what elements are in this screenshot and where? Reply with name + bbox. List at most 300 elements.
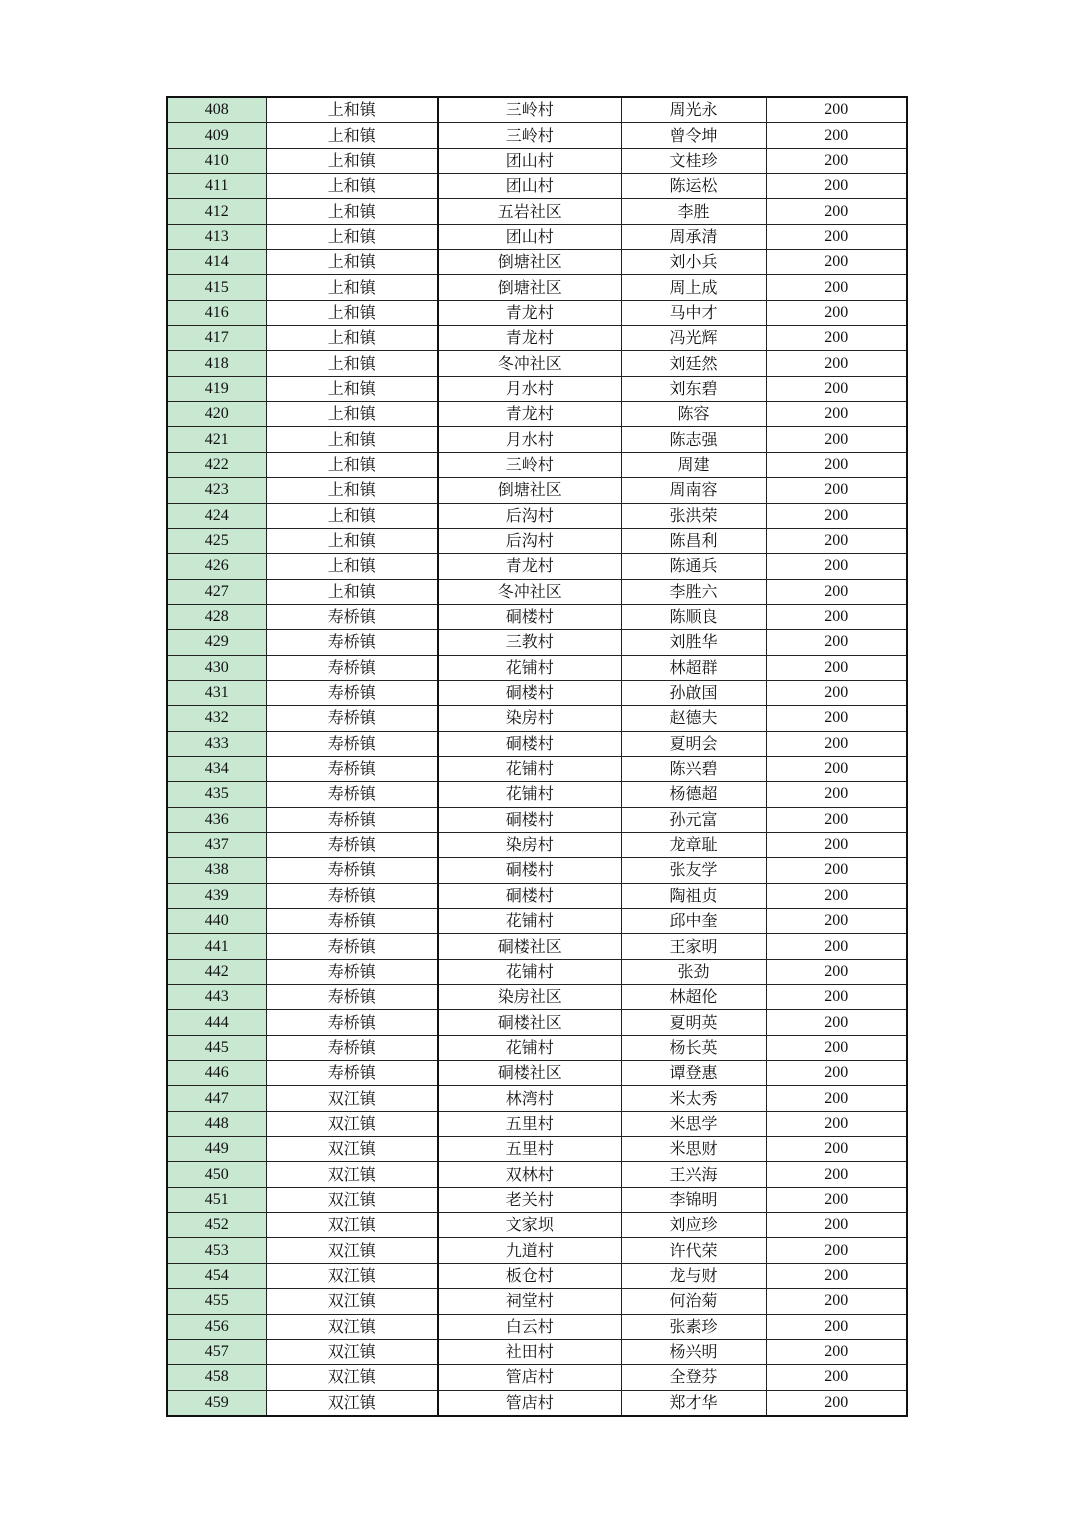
- cell-name: 周承清: [621, 224, 766, 249]
- table-row: [167, 782, 907, 807]
- table-body: [167, 97, 907, 1416]
- cell-index: 447: [167, 1086, 266, 1111]
- cell-name: 郑才华: [621, 1390, 766, 1416]
- cell-index: 421: [167, 427, 266, 452]
- table-row: [167, 731, 907, 756]
- cell-index: 423: [167, 478, 266, 503]
- cell-amount: 200: [766, 680, 907, 705]
- table-row: [167, 554, 907, 579]
- cell-name: 刘小兵: [621, 250, 766, 275]
- table-row: [167, 148, 907, 173]
- cell-amount: 200: [766, 1339, 907, 1364]
- cell-village: 青龙村: [438, 402, 621, 427]
- cell-index: 442: [167, 959, 266, 984]
- cell-amount: 200: [766, 782, 907, 807]
- cell-name: 龙章耻: [621, 832, 766, 857]
- cell-village: 老关村: [438, 1187, 621, 1212]
- cell-name: 刘应珍: [621, 1213, 766, 1238]
- cell-village: 冬冲社区: [438, 351, 621, 376]
- cell-amount: 200: [766, 1162, 907, 1187]
- cell-name: 米思财: [621, 1137, 766, 1162]
- cell-index: 441: [167, 934, 266, 959]
- cell-village: 硐楼村: [438, 731, 621, 756]
- cell-index: 452: [167, 1213, 266, 1238]
- cell-index: 440: [167, 909, 266, 934]
- table-row: [167, 1390, 907, 1416]
- cell-town: 寿桥镇: [266, 883, 438, 908]
- cell-town: 上和镇: [266, 148, 438, 173]
- cell-town: 上和镇: [266, 275, 438, 300]
- cell-index: 416: [167, 300, 266, 325]
- cell-town: 双江镇: [266, 1289, 438, 1314]
- cell-amount: 200: [766, 858, 907, 883]
- cell-village: 三岭村: [438, 452, 621, 477]
- cell-town: 寿桥镇: [266, 985, 438, 1010]
- cell-amount: 200: [766, 224, 907, 249]
- table-row: [167, 275, 907, 300]
- cell-amount: 200: [766, 1263, 907, 1288]
- cell-town: 双江镇: [266, 1238, 438, 1263]
- cell-town: 上和镇: [266, 402, 438, 427]
- cell-town: 寿桥镇: [266, 832, 438, 857]
- cell-name: 周南容: [621, 478, 766, 503]
- cell-town: 上和镇: [266, 224, 438, 249]
- cell-village: 五里村: [438, 1111, 621, 1136]
- cell-index: 424: [167, 503, 266, 528]
- cell-name: 陈昌利: [621, 528, 766, 553]
- cell-amount: 200: [766, 478, 907, 503]
- table-row: [167, 1137, 907, 1162]
- cell-amount: 200: [766, 275, 907, 300]
- cell-index: 443: [167, 985, 266, 1010]
- cell-amount: 200: [766, 1213, 907, 1238]
- cell-town: 双江镇: [266, 1263, 438, 1288]
- table-row: [167, 756, 907, 781]
- cell-name: 孙元富: [621, 807, 766, 832]
- cell-index: 413: [167, 224, 266, 249]
- cell-index: 436: [167, 807, 266, 832]
- cell-index: 426: [167, 554, 266, 579]
- cell-name: 米太秀: [621, 1086, 766, 1111]
- cell-index: 450: [167, 1162, 266, 1187]
- cell-town: 寿桥镇: [266, 782, 438, 807]
- cell-village: 板仓村: [438, 1263, 621, 1288]
- cell-town: 寿桥镇: [266, 731, 438, 756]
- cell-amount: 200: [766, 1365, 907, 1390]
- table-row: [167, 1061, 907, 1086]
- cell-name: 张劲: [621, 959, 766, 984]
- cell-index: 438: [167, 858, 266, 883]
- cell-name: 杨长英: [621, 1035, 766, 1060]
- cell-town: 寿桥镇: [266, 756, 438, 781]
- cell-name: 邱中奎: [621, 909, 766, 934]
- cell-amount: 200: [766, 174, 907, 199]
- cell-town: 寿桥镇: [266, 807, 438, 832]
- cell-index: 410: [167, 148, 266, 173]
- cell-town: 上和镇: [266, 250, 438, 275]
- table-row: [167, 1263, 907, 1288]
- cell-amount: 200: [766, 579, 907, 604]
- cell-amount: 200: [766, 1289, 907, 1314]
- table-row: [167, 1213, 907, 1238]
- cell-town: 寿桥镇: [266, 604, 438, 629]
- cell-village: 青龙村: [438, 554, 621, 579]
- cell-name: 龙与财: [621, 1263, 766, 1288]
- cell-index: 458: [167, 1365, 266, 1390]
- cell-name: 文桂珍: [621, 148, 766, 173]
- table-row: [167, 174, 907, 199]
- cell-amount: 200: [766, 250, 907, 275]
- cell-amount: 200: [766, 630, 907, 655]
- cell-name: 林超伦: [621, 985, 766, 1010]
- cell-index: 444: [167, 1010, 266, 1035]
- cell-name: 周上成: [621, 275, 766, 300]
- cell-village: 祠堂村: [438, 1289, 621, 1314]
- cell-town: 双江镇: [266, 1390, 438, 1416]
- cell-village: 染房社区: [438, 985, 621, 1010]
- cell-village: 三岭村: [438, 97, 621, 123]
- cell-index: 451: [167, 1187, 266, 1212]
- table-row: [167, 655, 907, 680]
- cell-amount: 200: [766, 1010, 907, 1035]
- cell-name: 陶祖贞: [621, 883, 766, 908]
- cell-index: 455: [167, 1289, 266, 1314]
- cell-amount: 200: [766, 199, 907, 224]
- cell-amount: 200: [766, 503, 907, 528]
- cell-town: 上和镇: [266, 478, 438, 503]
- cell-village: 青龙村: [438, 300, 621, 325]
- table-row: [167, 630, 907, 655]
- table-row: [167, 351, 907, 376]
- cell-town: 双江镇: [266, 1111, 438, 1136]
- table-row: [167, 199, 907, 224]
- cell-amount: 200: [766, 123, 907, 148]
- cell-name: 张素珍: [621, 1314, 766, 1339]
- cell-name: 陈顺良: [621, 604, 766, 629]
- cell-name: 赵德夫: [621, 706, 766, 731]
- cell-name: 杨德超: [621, 782, 766, 807]
- cell-index: 428: [167, 604, 266, 629]
- cell-index: 417: [167, 326, 266, 351]
- cell-village: 花铺村: [438, 655, 621, 680]
- table-row: [167, 452, 907, 477]
- cell-village: 管店村: [438, 1390, 621, 1416]
- cell-village: 团山村: [438, 174, 621, 199]
- table-row: [167, 123, 907, 148]
- cell-town: 上和镇: [266, 579, 438, 604]
- cell-index: 446: [167, 1061, 266, 1086]
- table-row: [167, 478, 907, 503]
- cell-village: 倒塘社区: [438, 250, 621, 275]
- table-row: [167, 326, 907, 351]
- cell-village: 倒塘社区: [438, 478, 621, 503]
- cell-town: 寿桥镇: [266, 1061, 438, 1086]
- cell-town: 上和镇: [266, 97, 438, 123]
- table-row: [167, 706, 907, 731]
- cell-index: 457: [167, 1339, 266, 1364]
- table-row: [167, 97, 907, 123]
- cell-amount: 200: [766, 300, 907, 325]
- table-row: [167, 427, 907, 452]
- cell-name: 夏明会: [621, 731, 766, 756]
- cell-name: 王兴海: [621, 1162, 766, 1187]
- cell-index: 445: [167, 1035, 266, 1060]
- cell-index: 434: [167, 756, 266, 781]
- cell-village: 月水村: [438, 427, 621, 452]
- cell-village: 五岩社区: [438, 199, 621, 224]
- cell-village: 硐楼社区: [438, 1010, 621, 1035]
- cell-town: 双江镇: [266, 1213, 438, 1238]
- cell-index: 418: [167, 351, 266, 376]
- cell-town: 寿桥镇: [266, 909, 438, 934]
- cell-amount: 200: [766, 604, 907, 629]
- cell-index: 432: [167, 706, 266, 731]
- cell-village: 硐楼社区: [438, 934, 621, 959]
- cell-village: 九道村: [438, 1238, 621, 1263]
- cell-town: 双江镇: [266, 1137, 438, 1162]
- cell-index: 429: [167, 630, 266, 655]
- cell-town: 上和镇: [266, 452, 438, 477]
- cell-town: 上和镇: [266, 351, 438, 376]
- cell-index: 411: [167, 174, 266, 199]
- cell-village: 后沟村: [438, 528, 621, 553]
- cell-amount: 200: [766, 1314, 907, 1339]
- cell-village: 花铺村: [438, 782, 621, 807]
- cell-amount: 200: [766, 97, 907, 123]
- cell-amount: 200: [766, 807, 907, 832]
- cell-village: 花铺村: [438, 756, 621, 781]
- cell-village: 花铺村: [438, 1035, 621, 1060]
- cell-name: 李胜六: [621, 579, 766, 604]
- table-row: [167, 1339, 907, 1364]
- cell-name: 陈通兵: [621, 554, 766, 579]
- cell-amount: 200: [766, 1111, 907, 1136]
- table-row: [167, 1187, 907, 1212]
- cell-index: 415: [167, 275, 266, 300]
- cell-name: 杨兴明: [621, 1339, 766, 1364]
- cell-town: 上和镇: [266, 427, 438, 452]
- cell-town: 寿桥镇: [266, 858, 438, 883]
- cell-index: 412: [167, 199, 266, 224]
- cell-name: 王家明: [621, 934, 766, 959]
- table-row: [167, 376, 907, 401]
- table-row: [167, 1111, 907, 1136]
- cell-name: 谭登惠: [621, 1061, 766, 1086]
- cell-town: 寿桥镇: [266, 934, 438, 959]
- cell-village: 双林村: [438, 1162, 621, 1187]
- cell-town: 寿桥镇: [266, 706, 438, 731]
- cell-town: 寿桥镇: [266, 680, 438, 705]
- table-row: [167, 604, 907, 629]
- cell-name: 张友学: [621, 858, 766, 883]
- cell-village: 五里村: [438, 1137, 621, 1162]
- cell-village: 文家坝: [438, 1213, 621, 1238]
- cell-index: 435: [167, 782, 266, 807]
- cell-name: 张洪荣: [621, 503, 766, 528]
- table-row: [167, 1238, 907, 1263]
- cell-amount: 200: [766, 756, 907, 781]
- cell-town: 寿桥镇: [266, 1035, 438, 1060]
- table-row: [167, 858, 907, 883]
- cell-name: 曾令坤: [621, 123, 766, 148]
- cell-name: 夏明英: [621, 1010, 766, 1035]
- cell-amount: 200: [766, 909, 907, 934]
- table-row: [167, 1086, 907, 1111]
- cell-index: 437: [167, 832, 266, 857]
- table-row: [167, 250, 907, 275]
- cell-village: 硐楼村: [438, 883, 621, 908]
- cell-index: 433: [167, 731, 266, 756]
- cell-name: 何治菊: [621, 1289, 766, 1314]
- table-row: [167, 934, 907, 959]
- cell-village: 花铺村: [438, 909, 621, 934]
- cell-village: 林湾村: [438, 1086, 621, 1111]
- table-row: [167, 224, 907, 249]
- table-row: [167, 528, 907, 553]
- cell-name: 马中才: [621, 300, 766, 325]
- cell-town: 双江镇: [266, 1365, 438, 1390]
- cell-amount: 200: [766, 376, 907, 401]
- cell-town: 双江镇: [266, 1314, 438, 1339]
- cell-amount: 200: [766, 985, 907, 1010]
- cell-town: 上和镇: [266, 326, 438, 351]
- cell-amount: 200: [766, 427, 907, 452]
- cell-index: 425: [167, 528, 266, 553]
- cell-village: 硐楼村: [438, 858, 621, 883]
- cell-village: 团山村: [438, 224, 621, 249]
- table-row: [167, 832, 907, 857]
- cell-amount: 200: [766, 452, 907, 477]
- cell-town: 寿桥镇: [266, 959, 438, 984]
- cell-amount: 200: [766, 934, 907, 959]
- cell-village: 硐楼社区: [438, 1061, 621, 1086]
- table-row: [167, 1010, 907, 1035]
- table-row: [167, 883, 907, 908]
- cell-village: 染房村: [438, 706, 621, 731]
- cell-town: 双江镇: [266, 1187, 438, 1212]
- cell-amount: 200: [766, 148, 907, 173]
- cell-name: 陈运松: [621, 174, 766, 199]
- cell-village: 硐楼村: [438, 807, 621, 832]
- cell-index: 408: [167, 97, 266, 123]
- cell-village: 团山村: [438, 148, 621, 173]
- cell-name: 许代荣: [621, 1238, 766, 1263]
- cell-town: 寿桥镇: [266, 630, 438, 655]
- cell-amount: 200: [766, 1086, 907, 1111]
- cell-town: 上和镇: [266, 376, 438, 401]
- cell-village: 管店村: [438, 1365, 621, 1390]
- cell-name: 冯光辉: [621, 326, 766, 351]
- cell-village: 硐楼村: [438, 604, 621, 629]
- cell-village: 倒塘社区: [438, 275, 621, 300]
- table-row: [167, 579, 907, 604]
- cell-village: 三教村: [438, 630, 621, 655]
- cell-village: 青龙村: [438, 326, 621, 351]
- table-row: [167, 909, 907, 934]
- cell-index: 449: [167, 1137, 266, 1162]
- document-table-container: [166, 96, 906, 1417]
- cell-index: 420: [167, 402, 266, 427]
- cell-village: 后沟村: [438, 503, 621, 528]
- cell-index: 430: [167, 655, 266, 680]
- table-row: [167, 402, 907, 427]
- cell-amount: 200: [766, 832, 907, 857]
- cell-amount: 200: [766, 706, 907, 731]
- cell-index: 427: [167, 579, 266, 604]
- cell-town: 上和镇: [266, 300, 438, 325]
- cell-amount: 200: [766, 959, 907, 984]
- cell-town: 上和镇: [266, 199, 438, 224]
- cell-index: 431: [167, 680, 266, 705]
- cell-town: 上和镇: [266, 503, 438, 528]
- cell-name: 刘胜华: [621, 630, 766, 655]
- table-row: [167, 985, 907, 1010]
- cell-village: 社田村: [438, 1339, 621, 1364]
- cell-index: 453: [167, 1238, 266, 1263]
- cell-village: 三岭村: [438, 123, 621, 148]
- cell-index: 409: [167, 123, 266, 148]
- cell-town: 双江镇: [266, 1339, 438, 1364]
- cell-town: 寿桥镇: [266, 655, 438, 680]
- cell-town: 上和镇: [266, 174, 438, 199]
- cell-index: 459: [167, 1390, 266, 1416]
- cell-index: 448: [167, 1111, 266, 1136]
- cell-town: 寿桥镇: [266, 1010, 438, 1035]
- table-row: [167, 959, 907, 984]
- cell-index: 456: [167, 1314, 266, 1339]
- table-row: [167, 1035, 907, 1060]
- cell-amount: 200: [766, 528, 907, 553]
- cell-index: 454: [167, 1263, 266, 1288]
- cell-name: 陈志强: [621, 427, 766, 452]
- cell-name: 米思学: [621, 1111, 766, 1136]
- cell-village: 月水村: [438, 376, 621, 401]
- cell-amount: 200: [766, 1187, 907, 1212]
- cell-amount: 200: [766, 1061, 907, 1086]
- cell-name: 林超群: [621, 655, 766, 680]
- cell-town: 上和镇: [266, 554, 438, 579]
- table-row: [167, 1365, 907, 1390]
- cell-name: 周建: [621, 452, 766, 477]
- table-row: [167, 1162, 907, 1187]
- table-row: [167, 1314, 907, 1339]
- cell-amount: 200: [766, 655, 907, 680]
- cell-index: 439: [167, 883, 266, 908]
- cell-amount: 200: [766, 1137, 907, 1162]
- cell-index: 414: [167, 250, 266, 275]
- cell-amount: 200: [766, 1035, 907, 1060]
- cell-name: 全登芬: [621, 1365, 766, 1390]
- cell-amount: 200: [766, 1390, 907, 1416]
- cell-name: 李锦明: [621, 1187, 766, 1212]
- cell-name: 陈容: [621, 402, 766, 427]
- table-row: [167, 680, 907, 705]
- cell-village: 染房村: [438, 832, 621, 857]
- subsidy-table: [166, 96, 908, 1417]
- cell-name: 刘东碧: [621, 376, 766, 401]
- cell-village: 白云村: [438, 1314, 621, 1339]
- cell-village: 花铺村: [438, 959, 621, 984]
- cell-amount: 200: [766, 1238, 907, 1263]
- cell-amount: 200: [766, 883, 907, 908]
- table-row: [167, 1289, 907, 1314]
- cell-town: 上和镇: [266, 528, 438, 553]
- cell-name: 李胜: [621, 199, 766, 224]
- table-row: [167, 807, 907, 832]
- cell-name: 孙啟国: [621, 680, 766, 705]
- cell-amount: 200: [766, 351, 907, 376]
- cell-amount: 200: [766, 554, 907, 579]
